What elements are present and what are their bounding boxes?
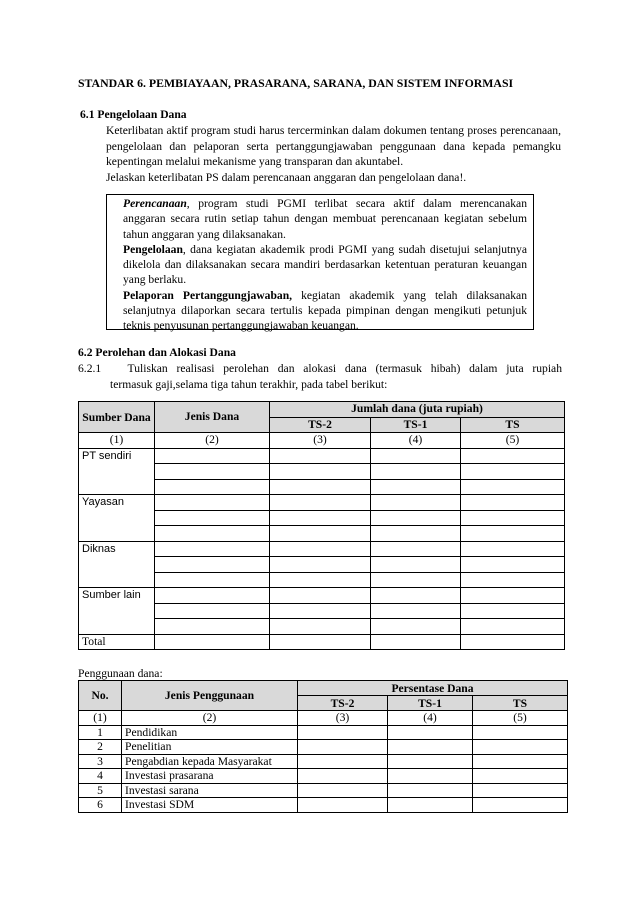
fund-usage-table [78,680,568,813]
table-cell[interactable] [461,619,565,635]
intro-text: Keterlibatan aktif program studi harus tercerminkan dalam dokumen tentang proses perencanaan, pengelolaan dan pelaporan serta pertanggungjawaban penggunaan dana kepada pemangku kepentingan melalui mekanisme yang transparan dan akuntabel. [106,124,561,169]
funding-sources-table [78,401,565,650]
table-cell[interactable] [473,754,568,769]
item-number: 6.2.1 [78,362,102,375]
pengelolaan-label: Pengelolaan [123,242,183,256]
source-label: PT sendiri [79,448,155,495]
header-jenis-penggunaan: Jenis Penggunaan [122,681,298,711]
table-cell[interactable] [473,725,568,740]
question-text: Jelaskan keterlibatan PS dalam perencanaan anggaran dan pengelolaan dana!. [106,170,467,184]
table-cell[interactable] [461,526,565,542]
table-cell[interactable] [371,588,461,604]
source-label: Yayasan [79,495,155,542]
table-cell[interactable] [270,572,371,588]
table-cell[interactable] [155,479,270,495]
table-cell[interactable] [461,510,565,526]
table-cell[interactable] [298,740,388,755]
table-cell[interactable] [388,754,473,769]
table-cell[interactable] [155,526,270,542]
table-cell[interactable] [298,725,388,740]
table-row [79,495,565,511]
header-jumlah-dana: Jumlah dana (juta rupiah) [270,402,565,418]
table-row [79,588,565,604]
perencanaan-label: Perencanaan [123,197,187,210]
header-ts: TS [473,696,568,711]
table-cell[interactable] [461,495,565,511]
table-cell[interactable] [388,798,473,813]
table-cell[interactable] [461,479,565,495]
page-title: STANDAR 6. PEMBIAYAAN, PRASARANA, SARANA, DAN SISTEM INFORMASI [78,76,514,90]
table-cell[interactable] [371,526,461,542]
row-number: 6 [79,798,122,813]
table-cell[interactable] [155,541,270,557]
table-cell[interactable] [270,526,371,542]
table-cell[interactable] [388,740,473,755]
table-cell[interactable] [461,572,565,588]
usage-type: Investasi sarana [122,783,298,798]
table-cell[interactable] [371,495,461,511]
row-number: 5 [79,783,122,798]
table-cell[interactable] [461,541,565,557]
header-ts-1: TS-1 [371,417,461,433]
pelaporan-text: kegiatan akademik yang telah dilaksanakan selanjutnya dilaporkan secara tertulis kepada pimpinan dengan mengikuti petunjuk teknis penyusunan pertanggungjawaban keuangan. [123,288,528,333]
table-cell[interactable] [270,510,371,526]
col-number: (2) [155,433,270,449]
table-cell[interactable] [371,541,461,557]
table-cell[interactable] [270,588,371,604]
table-cell[interactable] [461,557,565,573]
table-row [79,769,568,784]
col-number: (4) [371,433,461,449]
table-row [79,448,565,464]
usage-type: Pendidikan [122,725,298,740]
table-cell[interactable] [371,464,461,480]
table-row [79,725,568,740]
table-cell[interactable] [298,783,388,798]
table-cell[interactable] [371,619,461,635]
table-cell[interactable] [155,572,270,588]
table-cell[interactable] [371,448,461,464]
table-cell[interactable] [270,464,371,480]
row-number: 3 [79,754,122,769]
section-6-2-heading: 6.2 Perolehan dan Alokasi Dana [78,346,236,359]
item-6-2-1 [78,361,562,392]
table-cell[interactable] [298,798,388,813]
usage-type: Penelitian [122,740,298,755]
table-cell[interactable] [270,557,371,573]
col-number: (1) [79,433,155,449]
table-cell[interactable] [270,603,371,619]
header-ts-2: TS-2 [298,696,388,711]
table-cell[interactable] [461,588,565,604]
col-number: (5) [461,433,565,449]
usage-type: Investasi prasarana [122,769,298,784]
table-cell[interactable] [270,448,371,464]
table-cell[interactable] [461,603,565,619]
col-number: (5) [473,711,568,726]
item-text-line1: Tuliskan realisasi perolehan dan alokasi dana (termasuk hibah) dalam juta rupiah [127,362,562,375]
table-row [79,798,568,813]
row-number: 1 [79,725,122,740]
table-cell[interactable] [270,479,371,495]
col-number: (3) [270,433,371,449]
table-cell[interactable] [371,557,461,573]
col-number: (2) [122,711,298,726]
usage-type: Investasi SDM [122,798,298,813]
usage-label: Penggunaan dana: [78,667,163,680]
answer-box [106,194,534,333]
table-row [79,541,565,557]
table-cell[interactable] [371,572,461,588]
header-ts-2: TS-2 [270,417,371,433]
header-sumber-dana: Sumber Dana [79,402,155,433]
row-number: 4 [79,769,122,784]
table-cell[interactable] [155,495,270,511]
row-number: 2 [79,740,122,755]
item-text-line2: termasuk gaji,selama tiga tahun terakhir, pada tabel berikut: [110,377,388,391]
table-cell[interactable] [270,634,371,650]
table-row [79,783,568,798]
table-cell[interactable] [388,783,473,798]
table-row [79,754,568,769]
header-no: No. [79,681,122,711]
source-label: Diknas [79,541,155,588]
table-cell[interactable] [371,479,461,495]
table-cell[interactable] [155,603,270,619]
pelaporan-label: Pelaporan Pertanggungjawaban, [123,288,293,302]
table-cell[interactable] [155,464,270,480]
table-cell[interactable] [461,464,565,480]
table-cell[interactable] [155,557,270,573]
table-cell[interactable] [473,783,568,798]
table-cell[interactable] [388,769,473,784]
pengelolaan-text: , dana kegiatan akademik prodi PGMI yang sudah disetujui selanjutnya dikelola dan dilaksanakan secara mandiri berdasarkan ketentuan peraturan keuangan yang berlaku. [123,242,527,287]
usage-type: Pengabdian kepada Masyarakat [122,754,298,769]
table-cell[interactable] [473,740,568,755]
table-cell[interactable] [461,448,565,464]
table-cell[interactable] [371,510,461,526]
header-ts-1: TS-1 [388,696,473,711]
table-cell[interactable] [473,769,568,784]
table-cell[interactable] [298,769,388,784]
table-row [79,740,568,755]
col-number: (4) [388,711,473,726]
table-cell[interactable] [155,448,270,464]
table-cell[interactable] [473,798,568,813]
header-ts: TS [461,417,565,433]
table-cell[interactable] [270,495,371,511]
section-6-1-heading: 6.1 Pengelolaan Dana [80,108,187,121]
source-label: Sumber lain [79,588,155,635]
table-cell[interactable] [270,541,371,557]
table-cell[interactable] [371,603,461,619]
table-cell[interactable] [371,634,461,650]
table-cell[interactable] [270,619,371,635]
table-cell[interactable] [155,634,270,650]
table-cell[interactable] [298,754,388,769]
header-jenis-dana: Jenis Dana [155,402,270,433]
table-cell[interactable] [155,619,270,635]
table-cell[interactable] [155,588,270,604]
table-cell[interactable] [461,634,565,650]
perencanaan-text: , program studi PGMI terlibat secara aktif dalam merencanakan anggaran secara rutin setiap tahun dengan membuat perencanaan kegiatan sebelum tahun anggaran yang dilaksanakan. [123,197,527,241]
table-cell[interactable] [155,510,270,526]
col-number: (3) [298,711,388,726]
header-persentase-dana: Persentase Dana [298,681,568,696]
total-label: Total [79,634,155,650]
table-cell[interactable] [388,725,473,740]
total-row [79,634,565,650]
col-number: (1) [79,711,122,726]
section-6-1-paragraph [106,123,561,185]
